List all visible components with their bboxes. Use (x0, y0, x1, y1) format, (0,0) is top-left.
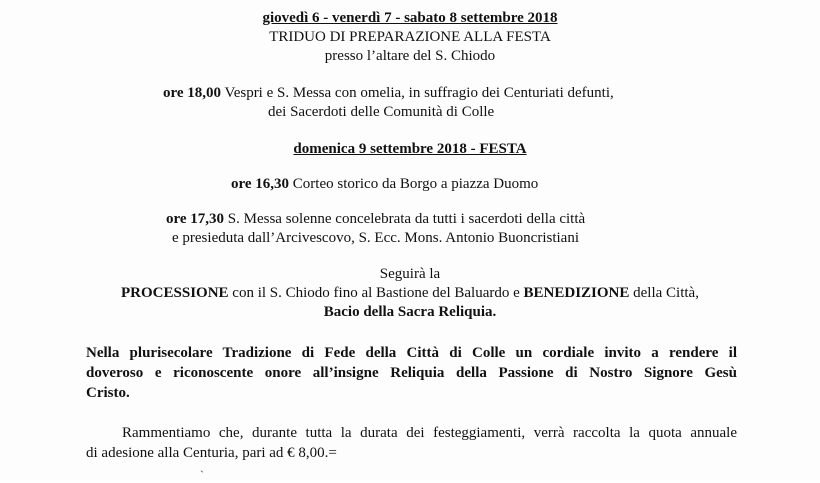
invito-line-3: Cristo. (86, 385, 130, 401)
messa-desc-1: S. Messa solenne concelebrata da tutti i sacerdoti della città (224, 211, 586, 227)
corteo-time: ore 16,30 (231, 176, 290, 192)
stray-mark: ` (200, 468, 204, 482)
processione-intro: Seguirà la (379, 266, 441, 282)
triduo-title: TRIDUO DI PREPARAZIONE ALLA FESTA (269, 29, 551, 45)
messa-line-1 (166, 210, 585, 228)
messa-time: ore 17,30 (166, 211, 225, 227)
festa-date: domenica 9 settembre 2018 - FESTA (293, 141, 527, 157)
triduo-desc-1: Vespri e S. Messa con omelia, in suffragio dei Centuriati defunti, (221, 85, 614, 101)
processione-end: della Città, (629, 285, 699, 301)
triduo-schedule-line-1 (163, 84, 614, 102)
bacio-reliquia: Bacio della Sacra Reliquia. (323, 304, 497, 320)
invito-line-1: Nella plurisecolare Tradizione di Fede della Città di Colle un cordiale invito a rendere il (86, 345, 737, 361)
quota-paragraph (86, 423, 737, 463)
corteo-desc: Corteo storico da Borgo a piazza Duomo (289, 176, 539, 192)
benedizione-word: BENEDIZIONE (523, 285, 630, 301)
quota-line-1: Rammentiamo che, durante tutta la durata dei festeggiamenti, verrà raccolta la quota annuale (122, 425, 737, 441)
processione-line (0, 284, 820, 302)
messa-desc-2: e presieduta dall’Arcivescovo, S. Ecc. Mons. Antonio Buoncristiani (172, 230, 579, 246)
processione-word: PROCESSIONE (121, 285, 229, 301)
triduo-desc-2: dei Sacerdoti delle Comunità di Colle (268, 104, 495, 120)
triduo-time: ore 18,00 (163, 85, 222, 101)
corteo-line (231, 175, 538, 193)
triduo-dates: giovedì 6 - venerdì 7 - sabato 8 settembre 2018 (262, 10, 558, 26)
triduo-place: presso l’altare del S. Chiodo (324, 48, 496, 64)
quota-line-2: di adesione alla Centuria, pari ad € 8,00.= (86, 445, 337, 461)
processione-mid: con il S. Chiodo fino al Bastione del Baluardo e (228, 285, 524, 301)
invito-paragraph (86, 343, 737, 403)
invito-line-2: doveroso e riconoscente onore all’insigne Reliquia della Passione di Nostro Signore Gesù (86, 365, 737, 381)
